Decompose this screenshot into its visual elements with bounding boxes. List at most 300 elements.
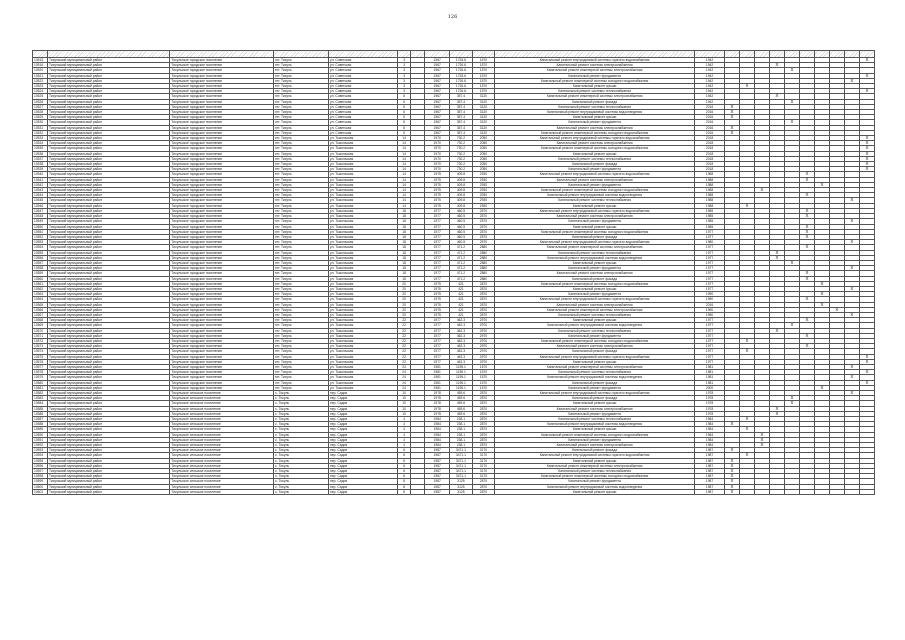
- table-header-cell: [33, 51, 48, 58]
- cell-area: 3471.1: [450, 469, 472, 474]
- cell-street: ул. Тыкольская: [329, 214, 398, 219]
- cell-ms: Тисульское сельское поселение: [170, 427, 274, 432]
- cell-street: пер. Садов: [329, 453, 398, 458]
- cell-work: Капитальный ремонт инженерной системы холодного водоснабжения: [495, 229, 695, 234]
- cell-period: 1942: [695, 68, 725, 73]
- cell-id: 10583: [33, 396, 48, 401]
- cell-area2: 3120: [472, 115, 494, 120]
- cell-district: Тисульский муниципальный район: [47, 443, 169, 448]
- cell-area2: 1570: [472, 68, 494, 73]
- mark-cell: X: [740, 84, 755, 89]
- cell-street: ул. Тыкольская: [329, 338, 398, 343]
- cell-id: 10538: [33, 162, 48, 167]
- cell-dom: 22: [397, 333, 411, 338]
- cell-area2: 2870: [472, 422, 494, 427]
- cell-ms: Тисульское городское поселение: [170, 307, 274, 312]
- cell-street: пер. Садов: [329, 432, 398, 437]
- mark-cell: X: [769, 250, 784, 255]
- cell-period: 1977: [695, 338, 725, 343]
- cell-yr: 1987: [425, 474, 450, 479]
- cell-dom: 4: [397, 443, 411, 448]
- cell-area: 421: [450, 297, 472, 302]
- cell-dom: 6: [397, 104, 411, 109]
- cell-ms: Тисульское городское поселение: [170, 385, 274, 390]
- cell-dom: 22: [397, 318, 411, 323]
- cell-area2: 2570: [472, 234, 494, 239]
- cell-area: 409.8: [450, 182, 472, 187]
- cell-street: ул. Тыкольская: [329, 162, 398, 167]
- cell-period: 2016: [695, 302, 725, 307]
- table-header-cell: [329, 51, 398, 58]
- cell-district: Тисульский муниципальный район: [47, 193, 169, 198]
- table-header-cell: [829, 51, 844, 58]
- cell-ms: Тисульское городское поселение: [170, 234, 274, 239]
- cell-area: 459.6: [450, 396, 472, 401]
- cell-street: пер. Садов: [329, 469, 398, 474]
- cell-id: 10569: [33, 323, 48, 328]
- cell-ms: Тисульское городское поселение: [170, 354, 274, 359]
- cell-area2: 2570: [472, 240, 494, 245]
- cell-district: Тисульский муниципальный район: [47, 375, 169, 380]
- cell-period: 2016: [695, 115, 725, 120]
- mark-cell: X: [725, 479, 740, 484]
- cell-work: Капитальный ремонт системы электроснабжения: [495, 344, 695, 349]
- cell-area: 3471.1: [450, 463, 472, 468]
- cell-np: пгт. Тисуль: [274, 380, 329, 385]
- cell-dom: 4: [397, 432, 411, 437]
- cell-ms: Тисульское сельское поселение: [170, 474, 274, 479]
- cell-area2: 2870: [472, 286, 494, 291]
- cell-area: 460.5: [450, 214, 472, 219]
- cell-period: 1977: [695, 271, 725, 276]
- cell-dom: 14: [397, 198, 411, 203]
- cell-street: ул. Советская: [329, 99, 398, 104]
- cell-id: 10549: [33, 219, 48, 224]
- cell-ms: Тисульское городское поселение: [170, 297, 274, 302]
- cell-work: Капитальный ремонт системы теплоснабжения: [495, 250, 695, 255]
- table-header-cell: [274, 51, 329, 58]
- cell-area2: 2880: [472, 250, 494, 255]
- cell-id: 10591: [33, 437, 48, 442]
- cell-district: Тисульский муниципальный район: [47, 78, 169, 83]
- cell-area2: 2880: [472, 276, 494, 281]
- cell-district: Тисульский муниципальный район: [47, 73, 169, 78]
- cell-dom: 14: [397, 203, 411, 208]
- cell-ms: Тисульское городское поселение: [170, 120, 274, 125]
- cell-period: 2016: [695, 104, 725, 109]
- cell-area: 1195.1: [450, 375, 472, 380]
- cell-street: ул. Советская: [329, 58, 398, 63]
- cell-period: 1977: [695, 255, 725, 260]
- cell-yr: 1984: [425, 427, 450, 432]
- cell-street: ул. Тыкольская: [329, 349, 398, 354]
- cell-area2: 2870: [472, 479, 494, 484]
- cell-area2: 2970: [472, 333, 494, 338]
- mark-cell: X: [784, 260, 799, 265]
- cell-dom: 6: [397, 453, 411, 458]
- cell-ms: Тисульское городское поселение: [170, 281, 274, 286]
- cell-street: ул. Тыкольская: [329, 286, 398, 291]
- cell-period: 1977: [695, 276, 725, 281]
- cell-district: Тисульский муниципальный район: [47, 458, 169, 463]
- cell-id: 10568: [33, 318, 48, 323]
- cell-street: ул. Тыкольская: [329, 281, 398, 286]
- cell-ms: Тисульское сельское поселение: [170, 401, 274, 406]
- cell-np: пгт. Тисуль: [274, 203, 329, 208]
- cell-period: 1990: [695, 312, 725, 317]
- table-header-cell: [754, 51, 769, 58]
- cell-yr: 1967: [425, 84, 450, 89]
- cell-dom: 14: [397, 188, 411, 193]
- cell-work: Капитальный ремонт внутридомовой системы горячего водоснабжения: [495, 453, 695, 458]
- cell-ms: Тисульское городское поселение: [170, 115, 274, 120]
- cell-dom: 18: [397, 219, 411, 224]
- cell-id: 10548: [33, 214, 48, 219]
- cell-area2: 1570: [472, 375, 494, 380]
- cell-id: 10584: [33, 401, 48, 406]
- cell-yr: 1987: [425, 489, 450, 494]
- cell-district: Тисульский муниципальный район: [47, 84, 169, 89]
- cell-period: 1990: [695, 307, 725, 312]
- cell-period: 1984: [695, 432, 725, 437]
- cell-area: 1726.6: [450, 58, 472, 63]
- cell-yr: 1977: [425, 328, 450, 333]
- cell-period: 1985: [695, 219, 725, 224]
- cell-street: пер. Садов: [329, 489, 398, 494]
- cell-np: пгт. Тисуль: [274, 182, 329, 187]
- cell-area: 471.2: [450, 260, 472, 265]
- cell-dom: 3: [397, 63, 411, 68]
- cell-period: 1987: [695, 458, 725, 463]
- cell-street: ул. Тыкольская: [329, 234, 398, 239]
- cell-np: пгт. Тисуль: [274, 281, 329, 286]
- cell-work: Капитальный ремонт внутридомовой системы водоотведения: [495, 193, 695, 198]
- cell-yr: 1967: [425, 78, 450, 83]
- cell-district: Тисульский муниципальный район: [47, 208, 169, 213]
- cell-id: 10551: [33, 229, 48, 234]
- cell-work: Капитальный ремонт внутридомовой системы горячего водоснабжения: [495, 208, 695, 213]
- cell-np: с. Тисуль: [274, 432, 329, 437]
- cell-work: Капитальный ремонт системы теплоснабжения: [495, 328, 695, 333]
- cell-yr: 1967: [425, 115, 450, 120]
- mark-cell: X: [799, 333, 814, 338]
- cell-street: ул. Советская: [329, 73, 398, 78]
- cell-yr: 1975: [425, 292, 450, 297]
- cell-period: 1981: [695, 380, 725, 385]
- cell-ms: Тисульское городское поселение: [170, 328, 274, 333]
- cell-ms: Тисульское городское поселение: [170, 78, 274, 83]
- cell-period: 2016: [695, 120, 725, 125]
- cell-id: 10540: [33, 172, 48, 177]
- cell-id: 10561: [33, 281, 48, 286]
- cell-work: Капитальный ремонт системы электроснабжения: [495, 141, 695, 146]
- cell-area: 730.2: [450, 151, 472, 156]
- cell-period: 1990: [695, 297, 725, 302]
- cell-id: 10550: [33, 224, 48, 229]
- table-header-cell: [397, 51, 411, 58]
- cell-street: ул. Советская: [329, 89, 398, 94]
- cell-id: 10527: [33, 104, 48, 109]
- cell-id: 10563: [33, 292, 48, 297]
- cell-area: 471.2: [450, 276, 472, 281]
- cell-np: пгт. Тисуль: [274, 359, 329, 364]
- cell-yr: 1984: [425, 422, 450, 427]
- mark-cell: X: [784, 120, 799, 125]
- cell-ms: Тисульское городское поселение: [170, 333, 274, 338]
- cell-ms: Тисульское городское поселение: [170, 172, 274, 177]
- table-header-cell: [769, 51, 784, 58]
- cell-street: ул. Советская: [329, 110, 398, 115]
- cell-dom: 20: [397, 292, 411, 297]
- cell-area: 471.2: [450, 245, 472, 250]
- cell-ms: Тисульское городское поселение: [170, 89, 274, 94]
- mark-cell: X: [799, 208, 814, 213]
- cell-np: пгт. Тисуль: [274, 234, 329, 239]
- cell-id: 10534: [33, 141, 48, 146]
- mark-cell: X: [754, 443, 769, 448]
- cell-ms: Тисульское городское поселение: [170, 250, 274, 255]
- cell-district: Тисульский муниципальный район: [47, 281, 169, 286]
- cell-id: 10516: [33, 63, 48, 68]
- cell-np: с. Тисуль: [274, 411, 329, 416]
- cell-area2: 2870: [472, 437, 494, 442]
- cell-ms: Тисульское городское поселение: [170, 229, 274, 234]
- cell-np: пгт. Тисуль: [274, 375, 329, 380]
- cell-area2: 2970: [472, 318, 494, 323]
- cell-district: Тисульский муниципальный район: [47, 110, 169, 115]
- cell-area: 730.2: [450, 162, 472, 167]
- cell-area2: 2880: [472, 260, 494, 265]
- mark-cell: X: [740, 417, 755, 422]
- cell-dom: 14: [397, 162, 411, 167]
- cell-id: 10552: [33, 234, 48, 239]
- cell-district: Тисульский муниципальный район: [47, 182, 169, 187]
- cell-area: 462.3: [450, 338, 472, 343]
- cell-district: Тисульский муниципальный район: [47, 58, 169, 63]
- cell-dom: 24: [397, 375, 411, 380]
- mark-cell: X: [859, 370, 874, 375]
- mark-cell: X: [799, 271, 814, 276]
- mark-cell: X: [725, 469, 740, 474]
- cell-np: пгт. Тисуль: [274, 370, 329, 375]
- cell-dom: 10: [397, 406, 411, 411]
- cell-area: 471.2: [450, 255, 472, 260]
- cell-work: Капитальный ремонт системы теплоснабжения: [495, 370, 695, 375]
- cell-period: 1977: [695, 281, 725, 286]
- cell-street: ул. Тыкольская: [329, 203, 398, 208]
- cell-np: пгт. Тисуль: [274, 255, 329, 260]
- cell-yr: 1978: [425, 411, 450, 416]
- cell-period: 1942: [695, 89, 725, 94]
- cell-np: пгт. Тисуль: [274, 188, 329, 193]
- cell-ms: Тисульское городское поселение: [170, 188, 274, 193]
- cell-np: пгт. Тисуль: [274, 177, 329, 182]
- cell-dom: 18: [397, 224, 411, 229]
- cell-area2: 2930: [472, 177, 494, 182]
- cell-yr: 1977: [425, 323, 450, 328]
- cell-dom: 18: [397, 276, 411, 281]
- cell-street: ул. Тыкольская: [329, 344, 398, 349]
- cell-work: Капитальный ремонт внутридомовой системы горячего водоснабжения: [495, 240, 695, 245]
- cell-period: 1981: [695, 364, 725, 369]
- cell-yr: 1967: [425, 125, 450, 130]
- cell-yr: 1987: [425, 479, 450, 484]
- table-header-cell: [170, 51, 274, 58]
- mark-cell: X: [859, 354, 874, 359]
- cell-street: ул. Советская: [329, 130, 398, 135]
- cell-id: 10562: [33, 286, 48, 291]
- cell-work: Капитальный ремонт крыши: [495, 458, 695, 463]
- cell-dom: 3: [397, 78, 411, 83]
- cell-dom: 22: [397, 323, 411, 328]
- cell-period: 1977: [695, 323, 725, 328]
- cell-dom: 3: [397, 84, 411, 89]
- cell-id: 10597: [33, 469, 48, 474]
- mark-cell: X: [725, 448, 740, 453]
- cell-yr: 1977: [425, 333, 450, 338]
- cell-ms: Тисульское сельское поселение: [170, 406, 274, 411]
- cell-area2: 2050: [472, 167, 494, 172]
- cell-district: Тисульский муниципальный район: [47, 255, 169, 260]
- mark-cell: X: [769, 63, 784, 68]
- cell-yr: 1977: [425, 234, 450, 239]
- table-header-cell: [784, 51, 799, 58]
- cell-yr: 1975: [425, 182, 450, 187]
- cell-street: ул. Тыкольская: [329, 323, 398, 328]
- cell-period: 1942: [695, 78, 725, 83]
- cell-yr: 1977: [425, 266, 450, 271]
- cell-district: Тисульский муниципальный район: [47, 99, 169, 104]
- cell-id: 10595: [33, 458, 48, 463]
- mark-cell: X: [754, 437, 769, 442]
- cell-id: 10574: [33, 349, 48, 354]
- cell-ms: Тисульское сельское поселение: [170, 396, 274, 401]
- cell-np: с. Тисуль: [274, 417, 329, 422]
- mark-cell: X: [725, 130, 740, 135]
- cell-np: пгт. Тисуль: [274, 146, 329, 151]
- cell-area: 730.2: [450, 146, 472, 151]
- cell-work: Капитальный ремонт системы электроснабжения: [495, 177, 695, 182]
- cell-yr: 1977: [425, 208, 450, 213]
- cell-period: 1984: [695, 427, 725, 432]
- cell-district: Тисульский муниципальный район: [47, 364, 169, 369]
- cell-ms: Тисульское сельское поселение: [170, 391, 274, 396]
- cell-yr: 1978: [425, 391, 450, 396]
- cell-ms: Тисульское городское поселение: [170, 271, 274, 276]
- cell-area: 421: [450, 292, 472, 297]
- cell-period: 1985: [695, 224, 725, 229]
- cell-work: Капитальный ремонт инженерной системы холодного водоснабжения: [495, 281, 695, 286]
- cell-street: ул. Тыкольская: [329, 359, 398, 364]
- cell-work: Капитальный ремонт системы электроснабжения: [495, 302, 695, 307]
- cell-street: ул. Тыкольская: [329, 328, 398, 333]
- cell-district: Тисульский муниципальный район: [47, 406, 169, 411]
- cell-district: Тисульский муниципальный район: [47, 104, 169, 109]
- cell-dom: 3: [397, 89, 411, 94]
- mark-cell: X: [725, 422, 740, 427]
- cell-street: ул. Советская: [329, 94, 398, 99]
- cell-np: пгт. Тисуль: [274, 338, 329, 343]
- cell-street: ул. Тыкольская: [329, 312, 398, 317]
- cell-area: 1726.6: [450, 63, 472, 68]
- cell-dom: 18: [397, 214, 411, 219]
- cell-id: 10589: [33, 427, 48, 432]
- cell-work: Капитальный ремонт фундамента: [495, 182, 695, 187]
- cell-district: Тисульский муниципальный район: [47, 489, 169, 494]
- cell-np: с. Тисуль: [274, 469, 329, 474]
- cell-street: ул. Тыкольская: [329, 141, 398, 146]
- mark-cell: X: [725, 458, 740, 463]
- cell-ms: Тисульское сельское поселение: [170, 411, 274, 416]
- cell-np: пгт. Тисуль: [274, 120, 329, 125]
- cell-work: Капитальный ремонт инженерной системы холодного водоснабжения: [495, 78, 695, 83]
- cell-dom: 6: [397, 458, 411, 463]
- cell-district: Тисульский муниципальный район: [47, 297, 169, 302]
- cell-id: 10537: [33, 156, 48, 161]
- mark-cell: X: [814, 302, 829, 307]
- cell-period: 2018: [695, 151, 725, 156]
- cell-area2: 2870: [472, 443, 494, 448]
- cell-id: 10560: [33, 276, 48, 281]
- cell-dom: 6: [397, 99, 411, 104]
- cell-street: ул. Тыкольская: [329, 276, 398, 281]
- cell-street: ул. Советская: [329, 104, 398, 109]
- cell-id: 10571: [33, 333, 48, 338]
- cell-np: пгт. Тисуль: [274, 110, 329, 115]
- cell-area2: 1570: [472, 73, 494, 78]
- cell-dom: 6: [397, 469, 411, 474]
- mark-cell: X: [859, 151, 874, 156]
- mark-cell: X: [859, 167, 874, 172]
- cell-area: 1195.1: [450, 370, 472, 375]
- cell-street: ул. Тыкольская: [329, 240, 398, 245]
- cell-street: ул. Советская: [329, 68, 398, 73]
- cell-area2: 3170: [472, 463, 494, 468]
- cell-period: 1978: [695, 401, 725, 406]
- mark-cell: X: [799, 276, 814, 281]
- cell-work: Капитальный ремонт фундамента: [495, 385, 695, 390]
- cell-district: Тисульский муниципальный район: [47, 391, 169, 396]
- cell-street: ул. Тыкольская: [329, 177, 398, 182]
- cell-street: пер. Садов: [329, 406, 398, 411]
- cell-work: Капитальный ремонт фундамента: [495, 292, 695, 297]
- cell-district: Тисульский муниципальный район: [47, 156, 169, 161]
- cell-dom: 6: [397, 115, 411, 120]
- cell-ms: Тисульское городское поселение: [170, 359, 274, 364]
- cell-street: ул. Тыкольская: [329, 302, 398, 307]
- cell-area: 421: [450, 286, 472, 291]
- cell-id: 10575: [33, 354, 48, 359]
- cell-street: пер. Садов: [329, 458, 398, 463]
- cell-area: 1195.1: [450, 385, 472, 390]
- cell-yr: 1975: [425, 177, 450, 182]
- cell-period: 1981: [695, 370, 725, 375]
- cell-area2: 2870: [472, 427, 494, 432]
- cell-street: пер. Садов: [329, 411, 398, 416]
- cell-district: Тисульский муниципальный район: [47, 349, 169, 354]
- cell-area2: 3120: [472, 99, 494, 104]
- cell-district: Тисульский муниципальный район: [47, 312, 169, 317]
- cell-district: Тисульский муниципальный район: [47, 437, 169, 442]
- cell-yr: 1987: [425, 448, 450, 453]
- cell-ms: Тисульское городское поселение: [170, 240, 274, 245]
- cell-period: 2016: [695, 125, 725, 130]
- cell-area: 357.4: [450, 130, 472, 135]
- cell-district: Тисульский муниципальный район: [47, 469, 169, 474]
- cell-area2: 2970: [472, 349, 494, 354]
- cell-district: Тисульский муниципальный район: [47, 380, 169, 385]
- cell-area2: 2570: [472, 224, 494, 229]
